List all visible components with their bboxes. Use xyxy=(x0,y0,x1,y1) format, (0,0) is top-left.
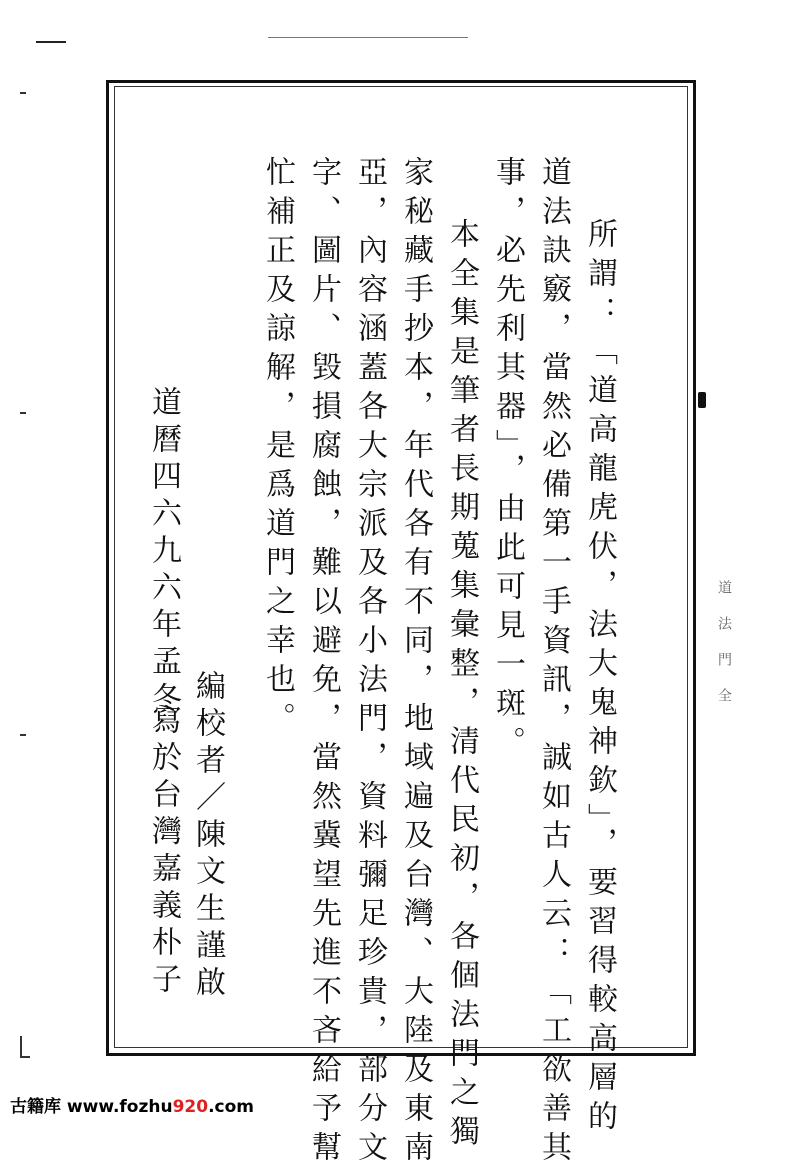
site-watermark xyxy=(10,1092,254,1117)
watermark-suffix: .com xyxy=(208,1097,255,1117)
margin-tick-1 xyxy=(20,92,26,94)
text-column-3: 事，必先利其器」，由此可見一斑。 xyxy=(490,156,525,765)
margin-tick-4 xyxy=(20,1056,30,1058)
text-column-4: 本全集是筆者長期蒐集彙整，清代民初，各個法門之獨 xyxy=(444,218,479,1154)
margin-tick-3 xyxy=(20,734,26,736)
binding-mark xyxy=(698,392,706,408)
margin-tick-2 xyxy=(20,412,26,414)
text-column-5: 家秘藏手抄本，年代各有不同，地域遍及台灣、大陸及東南 xyxy=(398,156,433,1170)
text-column-8: 忙補正及諒解，是爲道門之幸也。 xyxy=(260,156,295,741)
margin-bar-bottom xyxy=(20,1036,22,1056)
text-column-2: 道法訣竅，當然必備第一手資訊，誠如古人云：「工欲善其 xyxy=(536,156,571,1170)
text-column-6: 亞，內容涵蓋各大宗派及各小法門，資料彌足珍貴，部分文 xyxy=(352,156,387,1170)
text-column-1: 所謂：「道高龍虎伏，法大鬼神欽」，要習得較高層的 xyxy=(582,218,617,1139)
watermark-number: 920 xyxy=(172,1097,209,1117)
adjacent-page-bleed: 道法門全 xyxy=(716,580,732,724)
preface-place: 寫於台灣嘉義朴子 xyxy=(146,704,181,1000)
watermark-prefix: 古籍库 www.fozhu xyxy=(10,1097,173,1117)
editor-signature: 編校者／陳文生謹啟 xyxy=(190,670,225,1003)
scan-line-top xyxy=(268,37,468,38)
text-column-7: 字、圖片、毀損腐蝕，難以避免，當然冀望先進不吝給予幫 xyxy=(306,156,341,1170)
preface-date: 道曆四六九六年孟冬 xyxy=(146,386,181,719)
scan-line-top-left xyxy=(36,41,66,43)
